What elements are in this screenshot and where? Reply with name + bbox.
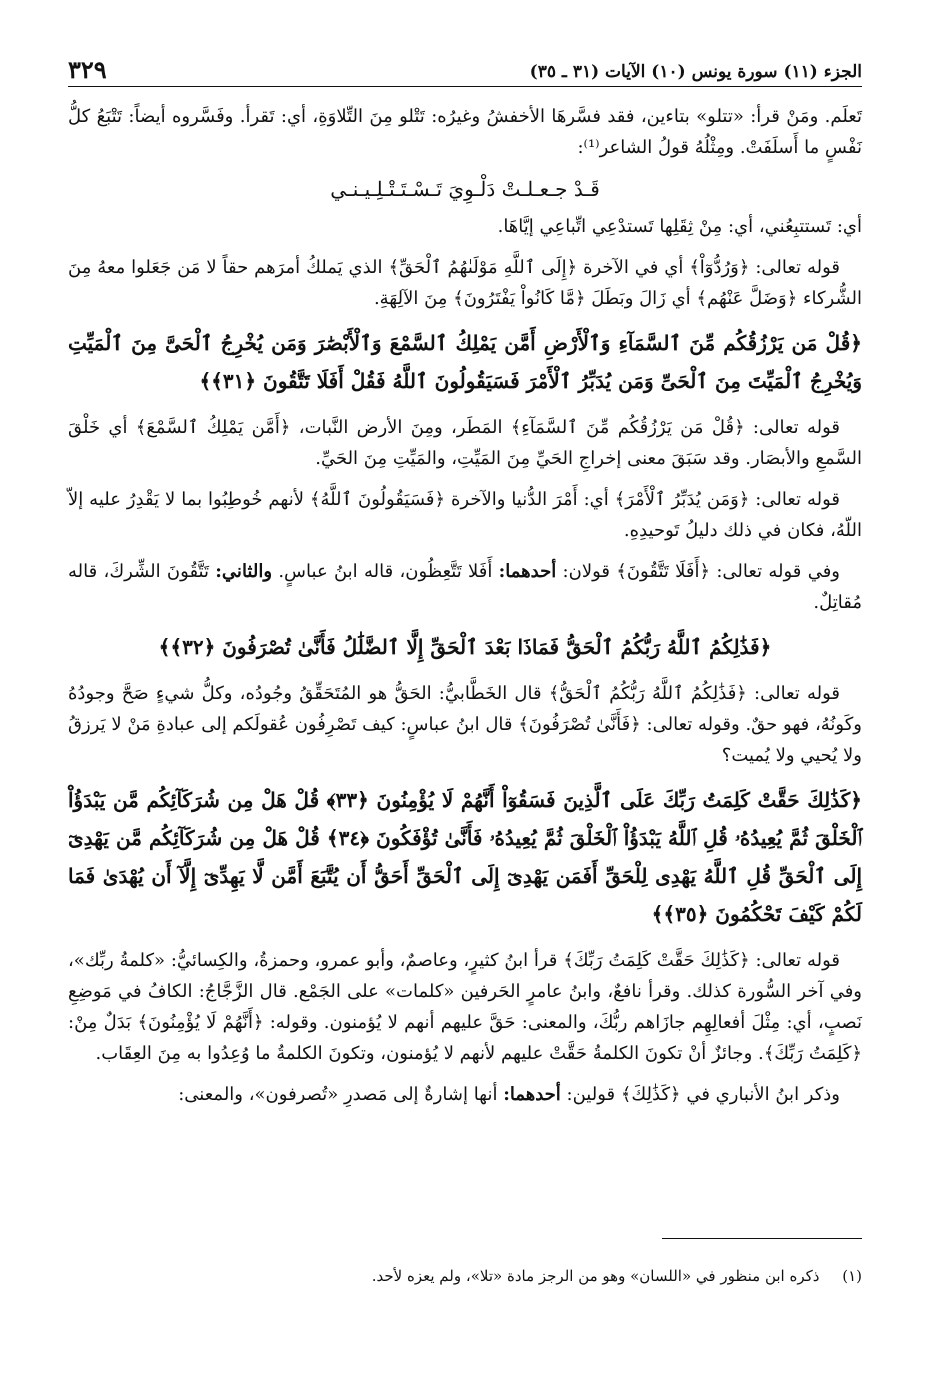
keyword-second: والثاني: bbox=[215, 561, 273, 582]
footnote-number: (١) bbox=[842, 1267, 862, 1285]
quran-verse-31: ﴿قُلْ مَن يَرْزُقُكُم مِّنَ ٱلسَّمَآءِ وَٱلْأَرْضِ أَمَّن يَمْلِكُ ٱلسَّمْعَ وَٱلْأَبْصَٰرَ وَمَن يُخْرِجُ ٱلْحَىَّ مِنَ ٱلْمَيِّتِ وَيُخْرِجُ ٱلْمَيِّتَ مِنَ ٱلْحَىِّ وَمَن يُدَبِّرُ ٱلْأَمْرَ فَسَيَقُولُونَ ٱللَّهُ فَقُلْ أَفَلَا تَتَّقُونَ ﴿٣١﴾﴾ bbox=[68, 331, 862, 393]
quran-verses-33-35: ﴿كَذَٰلِكَ حَقَّتْ كَلِمَتُ رَبِّكَ عَلَى ٱلَّذِينَ فَسَقُوٓاْ أَنَّهُمْ لَا يُؤْمِنُونَ ﴿٣٣﴾ قُلْ هَلْ مِن شُرَكَآئِكُم مَّن يَبْدَؤُاْ ٱلْخَلْقَ ثُمَّ يُعِيدُهُۥ قُلِ ٱللَّهُ يَبْدَؤُاْ ٱلْخَلْقَ ثُمَّ يُعِيدُهُۥ فَأَنَّىٰ تُؤْفَكُونَ ﴿٣٤﴾ قُلْ هَلْ مِن شُرَكَآئِكُم مَّن يَهْدِىٓ إِلَى ٱلْحَقِّ قُلِ ٱللَّهُ يَهْدِى لِلْحَقِّ أَفَمَن يَهْدِىٓ إِلَى ٱلْحَقِّ أَحَقُّ أَن يُتَّبَعَ أَمَّن لَّا يَهِدِّىٓ إِلَّآ أَن يُهْدَىٰ فَمَا لَكُمْ كَيْفَ تَحْكُمُونَ ﴿٣٥﴾﴾ bbox=[68, 788, 862, 926]
quran-verse-32: ﴿فَذَٰلِكُمُ ٱللَّهُ رَبُّكُمُ ٱلْحَقُّ فَمَاذَا بَعْدَ ٱلْحَقِّ إِلَّا ٱلضَّلَٰلُ فَأَنَّىٰ تُصْرَفُونَ ﴿٣٢﴾﴾ bbox=[158, 635, 772, 659]
paragraph-6 bbox=[68, 556, 862, 618]
paragraph-3 bbox=[68, 252, 862, 314]
keyword-first: أحدهما: bbox=[498, 561, 557, 582]
text-run: تَتَّقُونَ الشِّركَ، قاله مُقاتِلٌ. bbox=[68, 561, 862, 613]
paragraph-8 bbox=[68, 945, 862, 1069]
commentary-text: قوله تعالى: ﴿وَرُدُّوٓاْ﴾ أي في الآخرة ﴿إِلَى ٱللَّهِ مَوْلَىٰهُمُ ٱلْحَقِّ﴾ الذي يَملكُ أمرَهم حقاً لا مَن جَعَلوا معهُ مِنَ الشُّركاء ﴿وَضَلَّ عَنْهُم﴾ أي زَالَ وبَطَلَ ﴿مَّا كَانُواْ يَفْتَرُونَ﴾ مِنَ الآلِهَةِ. bbox=[68, 257, 862, 309]
text-run: وذكر ابنُ الأنباري في ﴿كَذَٰلِكَ﴾ قولين: bbox=[560, 1084, 840, 1105]
commentary-text: قوله تعالى: ﴿وَمَن يُدَبِّرُ ٱلْأَمْرَ﴾ أي: أَمْرَ الدُّنيا والآخرة ﴿فَسَيَقُولُونَ ٱللَّهُ﴾ لأنهم خُوطِبُوا بما لا يَقْدِرُ عليه إلاّ اللّهُ، فكان في ذلك دليلُ تَوحيدِهِ. bbox=[68, 489, 862, 541]
paragraph-2 bbox=[68, 211, 862, 242]
keyword-first: أحدهما: bbox=[503, 1084, 561, 1105]
footnote bbox=[68, 1264, 862, 1288]
text-run: أنها إشارةٌ إلى مَصدرِ «تُصرفون»، والمعنى: bbox=[178, 1084, 504, 1105]
running-title: الجزء (١١) سورة يونس (١٠) الآيات (٣١ ـ ٣٥) bbox=[529, 62, 862, 82]
poem-verse: قَـدْ جـعـلـتْ دَلْـوِيَ تَـسْـتَـتْـلِـيـنـي bbox=[330, 177, 600, 201]
commentary-text: قوله تعالى: ﴿فَذَٰلِكُمُ ٱللَّهُ رَبُّكُمُ ٱلْحَقُّ﴾ قال الخَطَّابيُّ: الحَقُّ هو المُتَحَقِّقُ وجُودُه، وكلُّ شيءٍ صَحَّ وجودُهُ وكَونُهُ، فهو حقٌ. وقوله تعالى: ﴿فَأَنَّىٰ تُصْرَفُونَ﴾ قال ابنُ عباسٍ: كيف تَصْرِفُون عُقولَكم إلى عبادةِ مَنْ لا يَرزقُ ولا يُحيي ولا يُميت؟ bbox=[68, 683, 862, 766]
paragraph-5 bbox=[68, 484, 862, 546]
footnote-divider bbox=[662, 1238, 862, 1239]
paragraph-4 bbox=[68, 412, 862, 474]
commentary-text bbox=[68, 556, 862, 618]
paragraph-1 bbox=[68, 101, 862, 163]
paragraph-7 bbox=[68, 678, 862, 771]
footnote-text: ذكره ابن منظور في «اللسان» وهو من الرجز مادة «تلا»، ولم يعزه لأحد. bbox=[371, 1267, 820, 1285]
text-run: أَفَلا تَتَّعِظُون، قاله ابنُ عباسٍ. bbox=[272, 561, 499, 582]
commentary-text: تَعلَم. ومَنْ قرأ: «تتلو» بتاءين، فقد فسَّرهَا الأخفشُ وغيرُه: تَتْلو مِنَ التِّلاوَةِ، أي: تَقرأ. وفَسَّروه أيضاً: تَتْبَعُ كلُّ نَفْسٍ ما أَسلَفَتْ. ومِثْلُهُ قولُ الشاعر⁽¹⁾: bbox=[68, 106, 862, 158]
text-run: وفي قوله تعالى: ﴿أَفَلَا تَتَّقُونَ﴾ قولان: bbox=[556, 561, 841, 582]
paragraph-9 bbox=[68, 1079, 862, 1110]
commentary-text: أي: تَستتبِعُني، أي: مِنْ ثِقَلِها تَستدْعِي اتِّباعِي إيَّاهَا. bbox=[497, 216, 862, 237]
page-number: ٣٢٩ bbox=[68, 55, 107, 84]
commentary-text: قوله تعالى: ﴿كَذَٰلِكَ حَقَّتْ كَلِمَتُ رَبِّكَ﴾ قرأ ابنُ كثيرٍ، وعاصمٌ، وأبو عمرو، وحمزةُ، والكِسائيُّ: «كلمةُ ربِّك»، وفي آخر السُّورة كذلك. وقرأ نافعٌ، وابنُ عامرٍ الحَرفين «كلمات» على الجَمْع. قال الزَّجَّاجُ: الكافُ في مَوضِعِ نَصبٍ، أي: مِثْلَ أفعالِهِم جازَاهم ربُّكَ، والمعنى: حَقَّ عليهم أنهم لا يُؤمنون. وقوله: ﴿أَنَّهُمْ لَا يُؤْمِنُونَ﴾ بَدَلٌ مِنْ: ﴿كَلِمَتُ رَبِّكَ﴾. وجائزٌ أنْ تكونَ الكلمةُ حَقَّتْ عليهم لأنهم لا يُؤمنون، وتكونَ الكلمةُ ما وُعِدُوا به مِنَ العِقَاب. bbox=[68, 950, 862, 1064]
page-header bbox=[68, 44, 862, 87]
commentary-text bbox=[68, 1079, 862, 1110]
commentary-text: قوله تعالى: ﴿قُلْ مَن يَرْزُقُكُم مِّنَ ٱلسَّمَآءِ﴾ المَطَر، ومِنَ الأرض النَّبات، ﴿أَمَّن يَمْلِكُ ٱلسَّمْعَ﴾ أي خَلْقَ السَّمعِ والأبصَار. وقد سَبَقَ معنى إخراجِ الحَيِّ مِنَ المَيِّتِ، والمَيِّتِ مِنَ الحَيِّ. bbox=[68, 417, 862, 469]
